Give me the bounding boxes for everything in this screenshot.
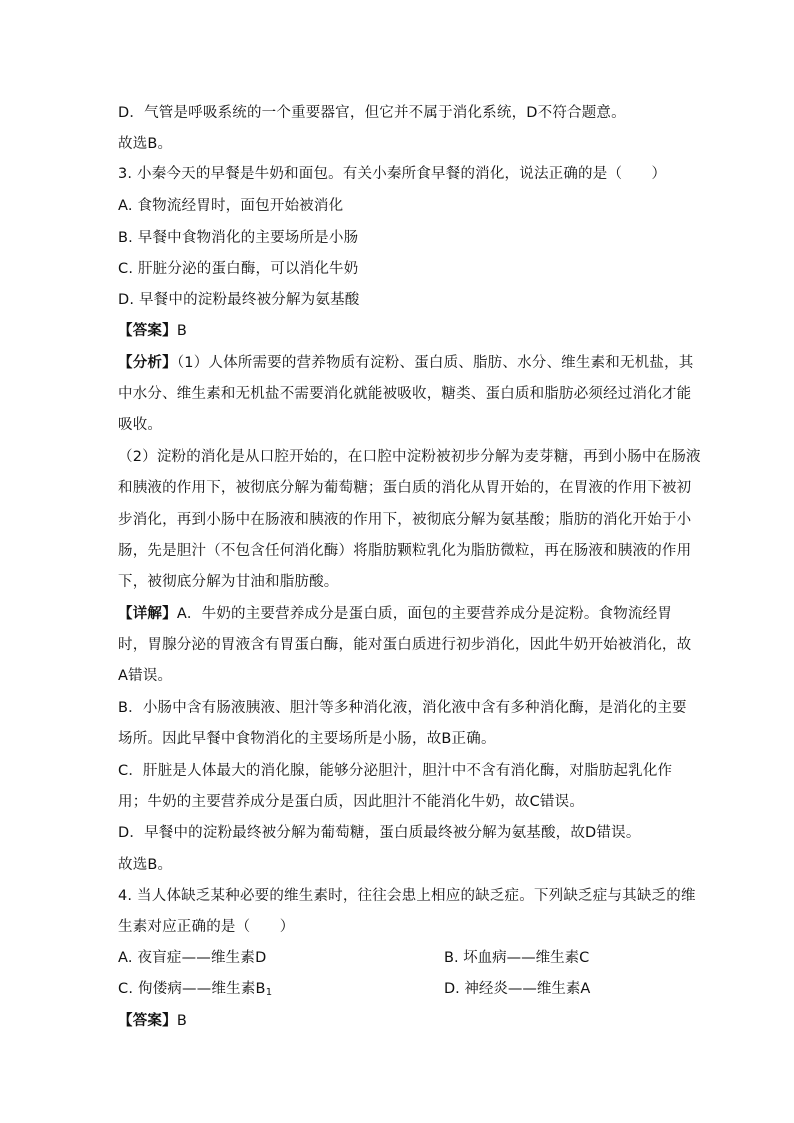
question-4-stem: 4. 当人体缺乏某种必要的维生素时，往往会患上相应的缺乏症。下列缺乏症与其缺乏的维 xyxy=(118,888,696,904)
text-line: 中水分、维生素和无机盐不需要消化就能被吸收，糖类、蛋白质和脂肪必须经过消化才能 xyxy=(118,386,692,402)
question-3-option-b: B. 早餐中食物消化的主要场所是小肠 xyxy=(118,230,359,246)
question-4-stem-cont: 生素对应正确的是（ ） xyxy=(118,919,295,935)
text-line: D．气管是呼吸系统的一个重要器官，但它并不属于消化系统，D不符合题意。 xyxy=(118,105,626,121)
text-line: 场所。因此早餐中食物消化的主要场所是小肠，故B正确。 xyxy=(118,731,496,747)
question-3-option-c: C. 肝脏分泌的蛋白酶，可以消化牛奶 xyxy=(118,261,359,277)
text-line: 肠，先是胆汁（不包含任何消化酶）将脂肪颗粒乳化为脂肪微粒，再在肠液和胰液的作用 xyxy=(118,543,692,559)
text-line: 用；牛奶的主要营养成分是蛋白质，因此胆汁不能消化牛奶，故C错误。 xyxy=(118,794,585,810)
text-line: 故选B。 xyxy=(118,136,173,152)
answer-line xyxy=(118,321,187,341)
text-line: A错误。 xyxy=(118,668,173,684)
question-4-option-c xyxy=(118,979,272,1003)
detail-line xyxy=(118,604,672,624)
question-3-stem: 3. 小秦今天的早餐是牛奶和面包。有关小秦所食早餐的消化，说法正确的是（ ） xyxy=(118,166,667,182)
answer-value: B xyxy=(176,323,187,339)
text-line: B．小肠中含有肠液胰液、胆汁等多种消化液，消化液中含有多种消化酶，是消化的主要 xyxy=(118,700,687,716)
text-line: 步消化，再到小肠中在肠液和胰液的作用下，被彻底分解为氨基酸；脂肪的消化开始于小 xyxy=(118,512,692,528)
text-line: 下，被彻底分解为甘油和脂肪酸。 xyxy=(118,574,339,590)
question-4-option-d: D. 神经炎——维生素A xyxy=(444,981,591,997)
option-c-subscript: 1 xyxy=(265,987,273,998)
text-line: C．肝脏是人体最大的消化腺，能够分泌胆汁，胆汁中不含有消化酶，对脂肪起乳化作 xyxy=(118,763,673,779)
text-line: D．早餐中的淀粉最终被分解为葡萄糖，蛋白质最终被分解为氨基酸，故D错误。 xyxy=(118,825,641,841)
answer-line-2 xyxy=(118,1011,187,1031)
text-line: 吸收。 xyxy=(118,417,163,433)
question-4-option-b: B. 坏血病——维生素C xyxy=(444,950,590,966)
option-c-text: C. 佝偻病——维生素B xyxy=(118,981,266,997)
text-line: 时，胃腺分泌的胃液含有胃蛋白酶，能对蛋白质进行初步消化，因此牛奶开始被消化，故 xyxy=(118,637,692,653)
answer-label: 【答案】 xyxy=(118,1013,177,1029)
text-line: 故选B。 xyxy=(118,857,173,873)
question-3-option-a: A. 食物流经胃时，面包开始被消化 xyxy=(118,198,344,214)
text-line: 和胰液的作用下，被彻底分解为葡萄糖；蛋白质的消化从胃开始的，在胃液的作用下被初 xyxy=(118,480,692,496)
answer-label: 【答案】 xyxy=(118,323,177,339)
detail-text: A．牛奶的主要营养成分是蛋白质，面包的主要营养成分是淀粉。食物流经胃 xyxy=(176,606,673,622)
analysis-text: （1）人体所需要的营养物质有淀粉、蛋白质、脂肪、水分、维生素和无机盐，其 xyxy=(176,355,694,371)
detail-label: 【详解】 xyxy=(118,606,177,622)
answer-value: B xyxy=(176,1013,187,1029)
question-3-option-d: D. 早餐中的淀粉最终被分解为氨基酸 xyxy=(118,292,360,308)
question-4-option-a: A. 夜盲症——维生素D xyxy=(118,950,267,966)
analysis-line xyxy=(118,353,694,373)
analysis-label: 【分析】 xyxy=(118,355,177,371)
text-line: （2）淀粉的消化是从口腔开始的，在口腔中淀粉被初步分解为麦芽糖，再到小肠中在肠液 xyxy=(118,449,701,465)
